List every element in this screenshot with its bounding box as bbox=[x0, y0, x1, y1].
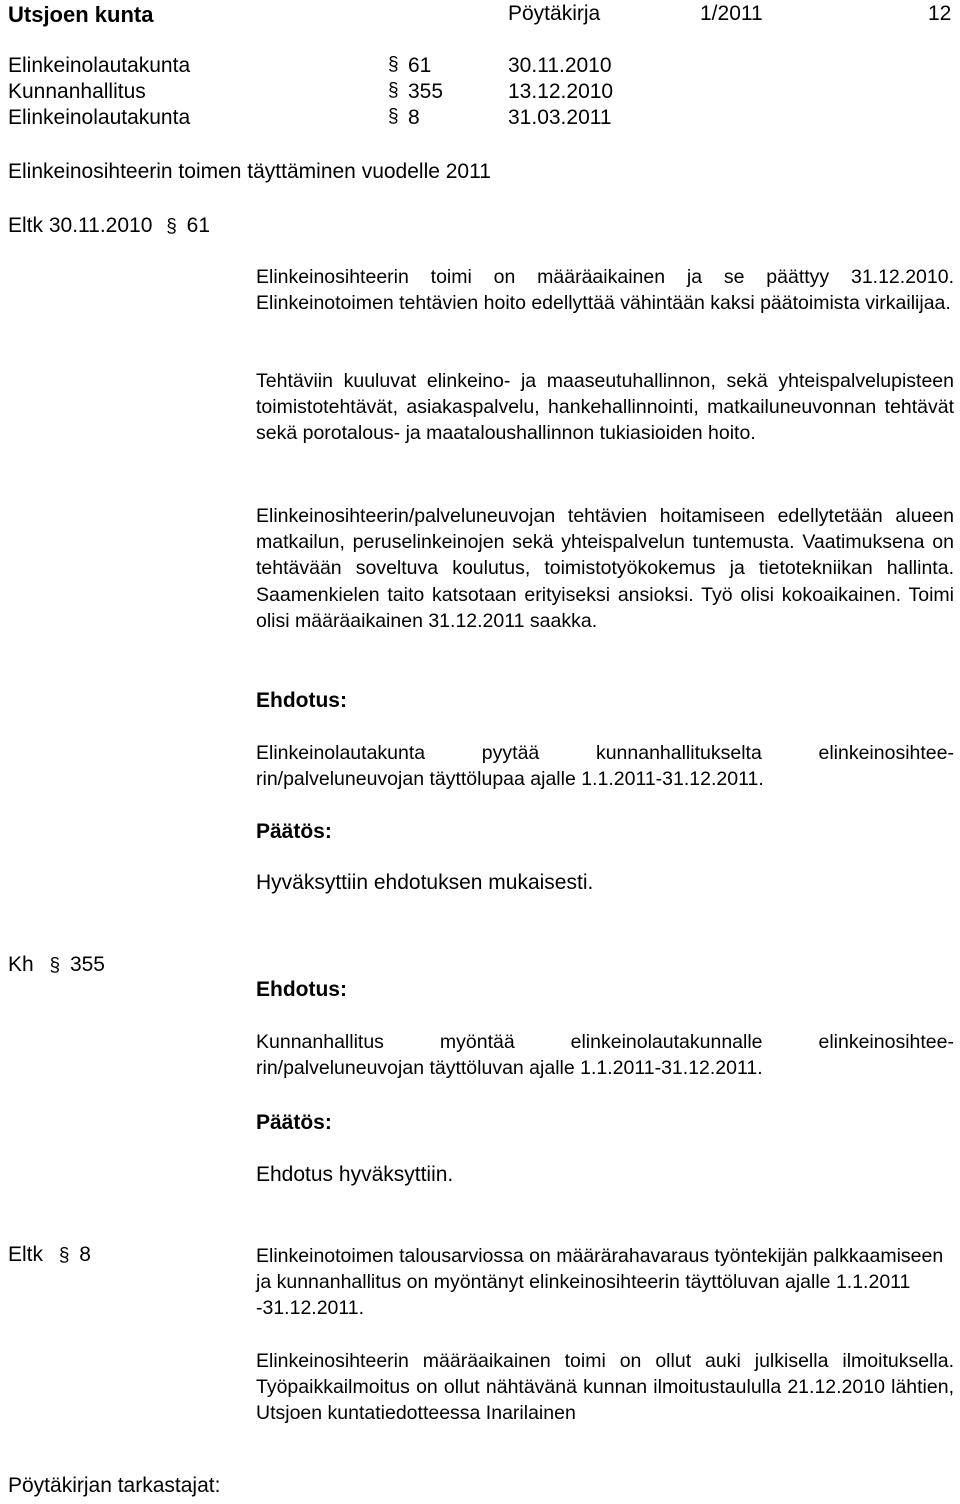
section-sign-icon: § bbox=[49, 955, 61, 976]
decision-text: Ehdotus hyväksyttiin. bbox=[256, 1163, 454, 1186]
proposal-label: Ehdotus: bbox=[256, 978, 347, 1001]
matter-title: Elinkeinosihteerin toimen täyttäminen vuodelle 2011 bbox=[8, 160, 491, 183]
section-reference-eltk-8 bbox=[8, 1243, 91, 1267]
issue-number: 1/2011 bbox=[700, 2, 763, 25]
proposal-text: Kunnanhallitus myöntää elinkeinolautakunnalle elinkeinosihteerin/palveluneuvojan täyttöluvan ajalle 1.1.2011-31.12.2011. bbox=[256, 1031, 954, 1080]
paragraph: Elinkeinosihteerin määräaikainen toimi on ollut auki julkisella ilmoituksella. Työpaikkailmoitus on ollut nähtävänä kunnan ilmoitustaululla 21.12.2010 lähtien, Utsjoen kuntatiedotteessa Inarilainen bbox=[256, 1350, 954, 1425]
meeting-body: Kunnanhallitus bbox=[8, 80, 146, 103]
meeting-body: Elinkeinolautakunta bbox=[8, 54, 191, 77]
page-number: 12 bbox=[928, 2, 952, 25]
meeting-row bbox=[8, 80, 708, 106]
section-sign-icon: § bbox=[388, 54, 399, 75]
proposal-text: Elinkeinolautakunta pyytää kunnanhallitukselta elinkeinosihteerin/palveluneuvojan täyttölupaa ajalle 1.1.2011-31.12.2011. bbox=[256, 742, 954, 791]
paragraph: Tehtäviin kuuluvat elinkeino- ja maaseutuhallinnon, sekä yhteispalvelupisteen toimistotehtävät, asiakaspalvelu, hankehallinnointi, matkailuneuvonnan tehtävät sekä porotalous- ja maataloushallinnon tukiasioiden hoito. bbox=[256, 370, 954, 445]
section-ref-number: 355 bbox=[69, 953, 105, 976]
document-type: Pöytäkirja bbox=[508, 2, 601, 25]
section-ref-number: 61 bbox=[186, 214, 211, 237]
section-sign-icon: § bbox=[58, 1245, 70, 1266]
section-ref-prefix: Eltk 30.11.2010 bbox=[8, 214, 153, 237]
paragraph: Elinkeinosihteerin toimi on määräaikainen ja se päättyy 31.12.2010. Elinkeinotoimen tehtävien hoito edellyttää vähintään kaksi päätoimista virkailijaa. bbox=[256, 266, 954, 315]
decision-label: Päätös: bbox=[256, 1111, 332, 1134]
section-reference-kh-355 bbox=[8, 953, 105, 977]
meeting-section-number: 355 bbox=[408, 80, 444, 103]
meeting-row bbox=[8, 106, 708, 132]
section-reference-eltk-61 bbox=[8, 214, 210, 238]
section-sign-icon: § bbox=[388, 80, 399, 101]
organization-name: Utsjoen kunta bbox=[8, 2, 154, 27]
meeting-row bbox=[8, 54, 708, 80]
meeting-date: 31.03.2011 bbox=[508, 106, 612, 129]
meeting-date: 30.11.2010 bbox=[508, 54, 612, 77]
decision-label: Päätös: bbox=[256, 820, 332, 843]
meeting-body: Elinkeinolautakunta bbox=[8, 106, 191, 129]
meeting-section-number: 8 bbox=[408, 106, 420, 129]
paragraph: Elinkeinosihteerin/palveluneuvojan tehtävien hoitamiseen edellytetään alueen matkailun, peruselinkeinojen sekä yhteispalvelun tuntemusta. Vaatimuksena on tehtävään soveltuva koulutus, toimistotyökokemus ja tietotekniikan hallinta. Saamenkielen taito katsotaan erityiseksi ansioksi. Työ olisi kokoaikainen. Toimi olisi määräaikainen 31.12.2011 saakka. bbox=[256, 505, 954, 632]
proposal-label: Ehdotus: bbox=[256, 689, 347, 712]
section-ref-number: 8 bbox=[79, 1243, 91, 1266]
section-sign-icon: § bbox=[166, 216, 177, 237]
section-sign-icon: § bbox=[388, 106, 399, 127]
meeting-date: 13.12.2010 bbox=[508, 80, 614, 103]
decision-text: Hyväksyttiin ehdotuksen mukaisesti. bbox=[256, 871, 594, 894]
section-ref-prefix: Eltk bbox=[8, 1243, 44, 1266]
section-ref-prefix: Kh bbox=[8, 953, 34, 976]
paragraph: Elinkeinotoimen talousarviossa on määrärahavaraus työntekijän palkkaamiseen ja kunnanhallitus on myöntänyt elinkeinosihteerin täyttöluvan ajalle 1.1.2011 -31.12.2011. bbox=[256, 1245, 944, 1320]
meeting-section-number: 61 bbox=[408, 54, 432, 77]
reviewers-label: Pöytäkirjan tarkastajat: bbox=[8, 1474, 221, 1497]
